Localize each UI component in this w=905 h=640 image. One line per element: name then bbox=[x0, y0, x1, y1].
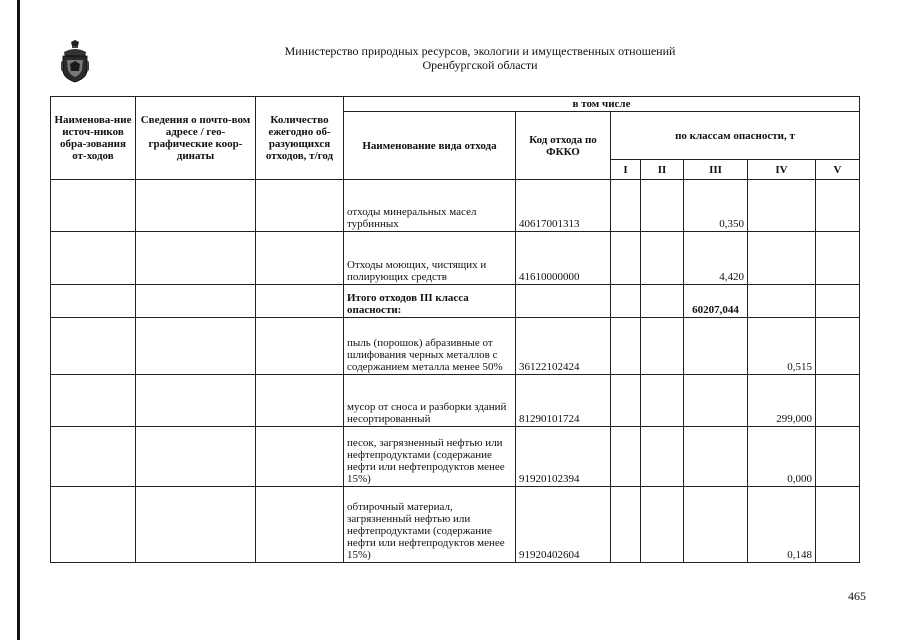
class-5-cell bbox=[816, 318, 860, 375]
address-cell bbox=[136, 318, 256, 375]
class-2-cell bbox=[641, 180, 684, 232]
fkko-code-cell: 91920102394 bbox=[516, 427, 611, 487]
header-class-4: IV bbox=[748, 160, 816, 180]
quantity-cell bbox=[256, 487, 344, 563]
address-cell bbox=[136, 285, 256, 318]
address-cell bbox=[136, 427, 256, 487]
class-1-cell bbox=[611, 427, 641, 487]
class-1-cell bbox=[611, 232, 641, 285]
source-cell bbox=[51, 318, 136, 375]
fkko-code-cell: 81290101724 bbox=[516, 375, 611, 427]
header-fkko-code: Код отхода по ФККО bbox=[516, 112, 611, 180]
address-cell bbox=[136, 232, 256, 285]
class-1-cell bbox=[611, 318, 641, 375]
class-1-cell bbox=[611, 487, 641, 563]
header-quantity: Количество ежегодно об-разующихся отходов, т/год bbox=[256, 97, 344, 180]
fkko-code-cell: 41610000000 bbox=[516, 232, 611, 285]
ministry-header bbox=[200, 44, 760, 72]
header-class-2: II bbox=[641, 160, 684, 180]
header-hazard-classes: по классам опасности, т bbox=[611, 112, 860, 160]
header-waste-name: Наименование вида отхода bbox=[344, 112, 516, 180]
address-cell bbox=[136, 375, 256, 427]
table-row bbox=[51, 375, 860, 427]
header-class-1: I bbox=[611, 160, 641, 180]
header-address: Сведения о почто-вом адресе / гео-графические коор-динаты bbox=[136, 97, 256, 180]
class-4-cell bbox=[748, 232, 816, 285]
table-row bbox=[51, 318, 860, 375]
source-cell bbox=[51, 427, 136, 487]
class-2-cell bbox=[641, 427, 684, 487]
table-row bbox=[51, 487, 860, 563]
class-3-cell: 60207,044 bbox=[684, 285, 748, 318]
header-source: Наименова-ние источ-ников обра-зования от-ходов bbox=[51, 97, 136, 180]
quantity-cell bbox=[256, 318, 344, 375]
quantity-cell bbox=[256, 427, 344, 487]
coat-of-arms-icon bbox=[60, 40, 90, 84]
class-4-cell bbox=[748, 180, 816, 232]
region-name: Оренбургской области bbox=[422, 58, 538, 72]
class-5-cell bbox=[816, 487, 860, 563]
waste-name-cell: мусор от сноса и разборки зданий несортированный bbox=[344, 375, 516, 427]
ministry-name: Министерство природных ресурсов, экологии и имущественных отношений bbox=[284, 44, 676, 58]
class-2-cell bbox=[641, 232, 684, 285]
quantity-cell bbox=[256, 180, 344, 232]
class-2-cell bbox=[641, 285, 684, 318]
class-2-cell bbox=[641, 375, 684, 427]
quantity-cell bbox=[256, 285, 344, 318]
class-3-cell: 0,350 bbox=[684, 180, 748, 232]
table-row bbox=[51, 427, 860, 487]
class-4-cell: 0,515 bbox=[748, 318, 816, 375]
source-cell bbox=[51, 375, 136, 427]
source-cell bbox=[51, 487, 136, 563]
class-5-cell bbox=[816, 232, 860, 285]
class-4-cell: 0,000 bbox=[748, 427, 816, 487]
class-4-cell: 0,148 bbox=[748, 487, 816, 563]
waste-name-cell: отходы минеральных масел турбинных bbox=[344, 180, 516, 232]
class-1-cell bbox=[611, 285, 641, 318]
class-3-cell bbox=[684, 487, 748, 563]
class-5-cell bbox=[816, 180, 860, 232]
source-cell bbox=[51, 180, 136, 232]
table-row bbox=[51, 180, 860, 232]
header-class-5: V bbox=[816, 160, 860, 180]
address-cell bbox=[136, 487, 256, 563]
class-3-cell: 4,420 bbox=[684, 232, 748, 285]
waste-table bbox=[50, 96, 860, 563]
class-3-cell bbox=[684, 427, 748, 487]
fkko-code-cell bbox=[516, 285, 611, 318]
quantity-cell bbox=[256, 375, 344, 427]
table-row bbox=[51, 285, 860, 318]
class-1-cell bbox=[611, 375, 641, 427]
waste-name-cell: пыль (порошок) абразивные от шлифования черных металлов с содержанием металла менее 50% bbox=[344, 318, 516, 375]
class-3-cell bbox=[684, 375, 748, 427]
class-5-cell bbox=[816, 427, 860, 487]
source-cell bbox=[51, 232, 136, 285]
class-4-cell: 299,000 bbox=[748, 375, 816, 427]
class-2-cell bbox=[641, 487, 684, 563]
class-2-cell bbox=[641, 318, 684, 375]
class-3-cell bbox=[684, 318, 748, 375]
quantity-cell bbox=[256, 232, 344, 285]
class-1-cell bbox=[611, 180, 641, 232]
waste-name-cell: Отходы моющих, чистящих и полирующих средств bbox=[344, 232, 516, 285]
page-number: 465 bbox=[848, 589, 866, 603]
waste-name-cell: Итого отходов III класса опасности: bbox=[344, 285, 516, 318]
fkko-code-cell: 40617001313 bbox=[516, 180, 611, 232]
table-row bbox=[51, 232, 860, 285]
address-cell bbox=[136, 180, 256, 232]
class-5-cell bbox=[816, 375, 860, 427]
fkko-code-cell: 36122102424 bbox=[516, 318, 611, 375]
header-class-3: III bbox=[684, 160, 748, 180]
class-4-cell bbox=[748, 285, 816, 318]
header-including: в том числе bbox=[344, 97, 860, 112]
waste-name-cell: песок, загрязненный нефтью или нефтепродуктами (содержание нефти или нефтепродуктов менее 15%) bbox=[344, 427, 516, 487]
source-cell bbox=[51, 285, 136, 318]
class-5-cell bbox=[816, 285, 860, 318]
waste-name-cell: обтирочный материал, загрязненный нефтью или нефтепродуктами (содержание нефти или нефтепродуктов менее 15%) bbox=[344, 487, 516, 563]
fkko-code-cell: 91920402604 bbox=[516, 487, 611, 563]
scan-edge bbox=[17, 0, 20, 640]
